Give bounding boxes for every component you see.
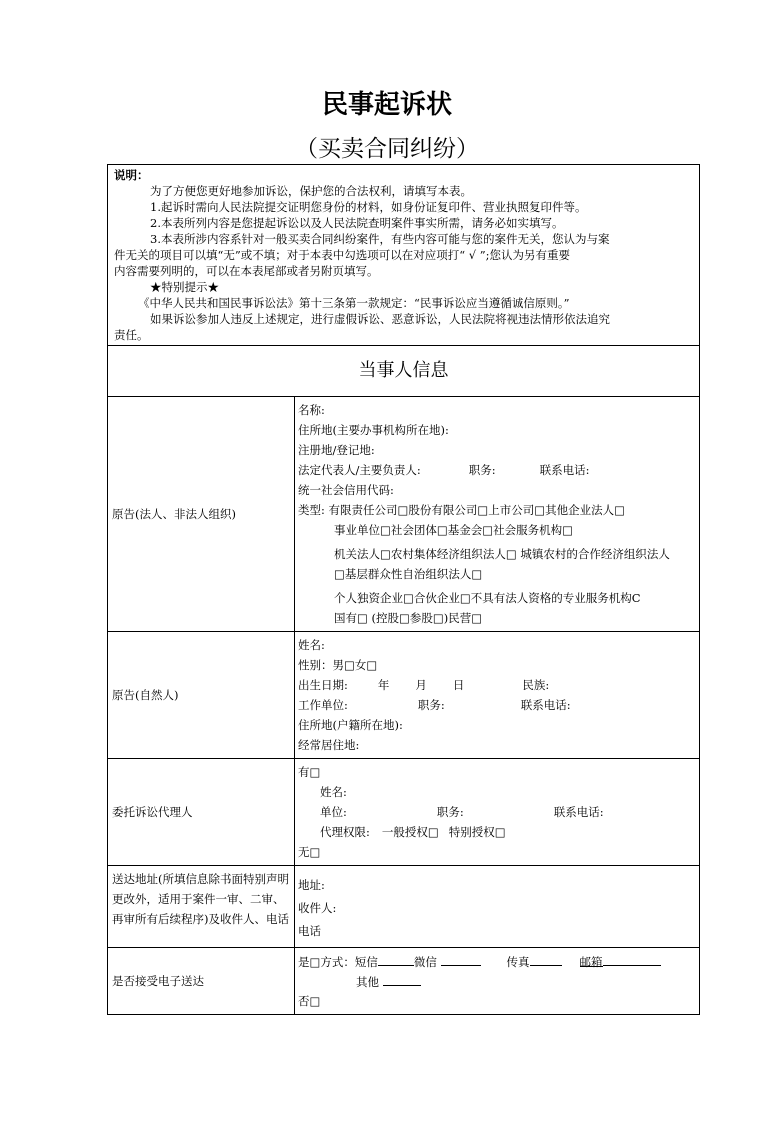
birth-month-label: 月 (415, 678, 427, 692)
delivery-recipient-field[interactable]: 收件人: (298, 901, 337, 915)
section-heading-row (108, 346, 700, 397)
person-birth-field[interactable]: 出生日期: (298, 678, 348, 692)
person-birth-line (298, 675, 699, 695)
other-label: 其他 (356, 975, 379, 989)
agent-general-option[interactable]: 一般授权□ (381, 825, 439, 839)
e-service-fields (295, 948, 700, 1015)
org-position-field[interactable]: 职务: (468, 463, 496, 477)
person-name-field[interactable]: 姓名: (298, 638, 325, 652)
e-service-no-option[interactable]: 否□ (298, 994, 321, 1008)
plaintiff-org-fields (295, 397, 700, 632)
birth-day-label: 日 (452, 678, 465, 692)
document-subtitle: （买卖合同纠纷） (295, 136, 479, 162)
org-type-line-3[interactable]: 机关法人□农村集体经济组织法人□ 城镇农村的合作经济组织法人 (334, 547, 670, 561)
birth-year-label: 年 (377, 678, 390, 692)
person-ethnicity-field[interactable]: 民族: (522, 678, 550, 692)
complaint-form-table (107, 164, 700, 1015)
org-name-field[interactable]: 名称: (298, 403, 325, 417)
org-type-line-2[interactable]: 事业单位□社会团体□基金会□社会服务机构□ (334, 523, 573, 537)
plaintiff-org-row (108, 397, 700, 632)
agent-authority-line (298, 822, 699, 842)
delivery-fields (295, 866, 700, 948)
agent-no-option[interactable]: 无□ (298, 845, 321, 859)
fax-label: 传真 (506, 955, 530, 969)
e-service-other-line (298, 971, 699, 991)
agent-phone-field[interactable]: 联系电话: (553, 805, 604, 819)
org-type-line-4[interactable]: □基层群众性自治组织法人□ (334, 567, 483, 581)
delivery-address-field[interactable]: 地址: (298, 878, 325, 892)
org-type-line-1[interactable]: 类型: 有限责任公司□股份有限公司□上市公司□其他企业法人□ (298, 503, 625, 517)
org-rep-line (298, 460, 699, 480)
warning-line-1: 如果诉讼参加人违反上述规定，进行虚假诉讼、恶意诉讼，人民法院将视违法情形依法追究 (150, 312, 610, 326)
delivery-phone-field[interactable]: 电话 (298, 924, 321, 938)
other-blank[interactable] (383, 971, 421, 986)
person-employer-line (298, 695, 699, 715)
org-registered-field[interactable]: 注册地/登记地: (298, 443, 375, 457)
instructions-row (108, 165, 700, 346)
agent-fields (295, 759, 700, 866)
org-type-line-5[interactable]: 个人独资企业□合伙企业□不具有法人资格的专业服务机构C (334, 591, 641, 605)
plaintiff-person-fields (295, 632, 700, 759)
person-domicile-field[interactable]: 住所地(户籍所在地): (298, 718, 403, 732)
instructions-heading: 说明： (114, 168, 149, 182)
instructions-item-3-line-1: 3.本表所涉内容系针对一般买卖合同纠纷案件，有些内容可能与您的案件无关，您认为与案 (150, 232, 610, 246)
sms-blank[interactable] (378, 951, 414, 966)
instructions-item-1: 1.起诉时需向人民法院提交证明您身份的材料，如身份证复印件、营业执照复印件等。 (150, 200, 587, 214)
delivery-label: 送达地址(所填信息除书面特别声明更改外，适用于案件一审、二审、再审所有后续程序)及收件人、电话 (108, 866, 295, 948)
agent-authority-label: 代理权限: (320, 825, 370, 839)
agent-yes-option[interactable]: 有□ (298, 765, 321, 779)
person-phone-field[interactable]: 联系电话: (520, 698, 571, 712)
delivery-row (108, 866, 700, 948)
plaintiff-person-label: 原告(自然人) (108, 632, 295, 759)
instructions-item-2: 2.本表所列内容是您提起诉讼以及人民法院查明案件事实所需，请务必如实填写。 (150, 216, 564, 230)
wechat-label: 微信 (413, 955, 437, 969)
agent-position-field[interactable]: 职务: (436, 805, 464, 819)
section-heading: 当事人信息 (108, 346, 700, 397)
instructions-intro: 为了方便您更好地参加诉讼，保护您的合法权利，请填写本表。 (150, 184, 472, 198)
plaintiff-person-row (108, 632, 700, 759)
instructions-cell (108, 165, 700, 346)
agent-row (108, 759, 700, 866)
agent-unit-field[interactable]: 单位: (320, 805, 347, 819)
agent-special-option[interactable]: 特别授权□ (448, 825, 506, 839)
person-residence-field[interactable]: 经常居住地: (298, 738, 360, 752)
person-position-field[interactable]: 职务: (417, 698, 445, 712)
agent-unit-line (298, 802, 699, 822)
org-rep-field[interactable]: 法定代表人/主要负责人: (298, 463, 421, 477)
email-blank[interactable] (603, 951, 661, 966)
instructions-item-3-line-2: 件无关的项目可以填“无”或不填；对于本表中勾选项可以在对应项打“ √ ”;您认为另有重要 (114, 248, 571, 262)
wechat-blank[interactable] (441, 951, 481, 966)
e-service-yes-option[interactable]: 是□方式：短信 (298, 955, 378, 969)
instructions-item-3-line-3: 内容需要列明的，可以在本表尾部或者另附页填写。 (114, 264, 379, 278)
fax-blank[interactable] (530, 951, 562, 966)
person-employer-field[interactable]: 工作单位: (298, 698, 348, 712)
org-domicile-field[interactable]: 住所地(主要办事机构所在地): (298, 423, 449, 437)
document-title: 民事起诉状 (321, 90, 452, 120)
law-quote: 《中华人民共和国民事诉讼法》第十三条第一款规定：“民事诉讼应当遵循诚信原则。” (138, 296, 570, 310)
e-service-row (108, 948, 700, 1015)
warning-line-2: 责任。 (114, 328, 149, 342)
agent-name-field[interactable]: 姓名: (320, 785, 347, 799)
agent-label: 委托诉讼代理人 (108, 759, 295, 866)
special-notice-title: ★特别提示★ (150, 280, 219, 294)
plaintiff-org-label: 原告(法人、非法人组织) (108, 397, 295, 632)
email-label: 邮箱 (580, 952, 603, 967)
e-service-label: 是否接受电子送达 (108, 948, 295, 1015)
e-service-methods-line (298, 951, 699, 971)
person-gender-field[interactable]: 性别：男□女□ (298, 658, 378, 672)
org-type-line-6[interactable]: 国有□ (控股□参股□)民营□ (334, 611, 483, 625)
org-credit-code-field[interactable]: 统一社会信用代码: (298, 483, 394, 497)
org-phone-field[interactable]: 联系电话: (539, 463, 590, 477)
